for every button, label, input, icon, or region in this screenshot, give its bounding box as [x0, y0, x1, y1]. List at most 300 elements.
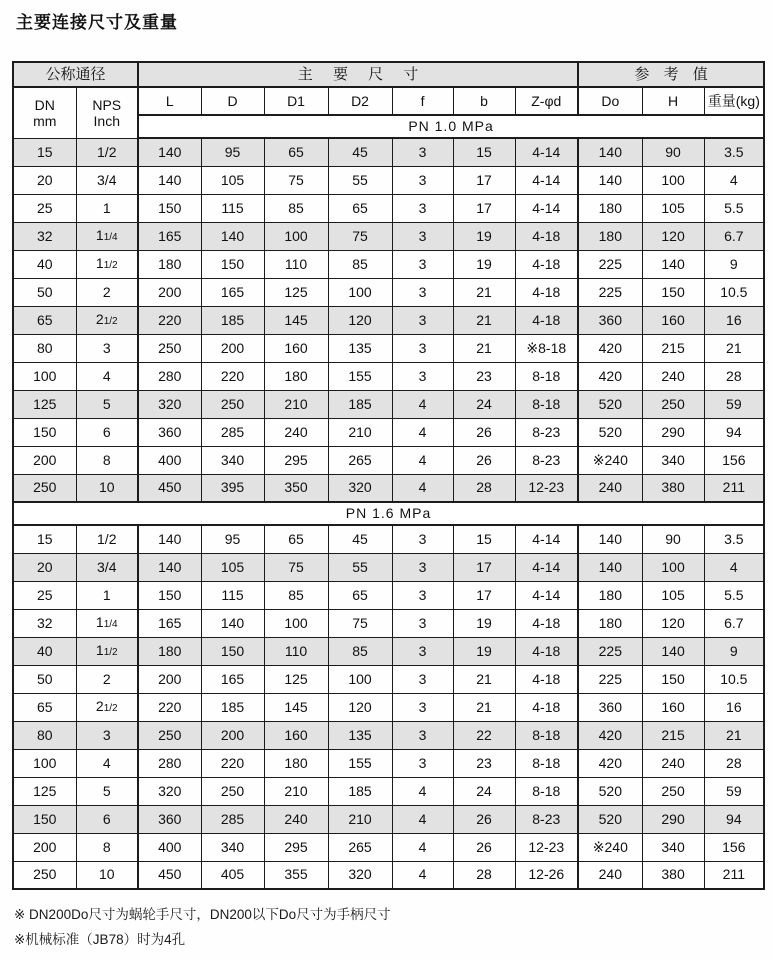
- cell-value: 23: [453, 749, 515, 777]
- nps-whole: 5: [102, 782, 111, 799]
- cell-nps: [76, 525, 138, 553]
- cell-dn: 25: [13, 194, 76, 222]
- cell-value: 4-18: [515, 609, 578, 637]
- cell-value: 28: [704, 749, 764, 777]
- cell-value: 120: [642, 222, 704, 250]
- cell-dn: 32: [13, 609, 76, 637]
- cell-value: 295: [264, 446, 328, 474]
- cell-value: 340: [642, 833, 704, 861]
- cell-value: 185: [201, 693, 264, 721]
- cell-value: 150: [642, 665, 704, 693]
- cell-value: 3.5: [704, 138, 764, 166]
- header-nominal-diameter: 公称通径: [13, 62, 138, 87]
- cell-value: 100: [642, 166, 704, 194]
- cell-value: 100: [264, 609, 328, 637]
- cell-value: 100: [328, 665, 392, 693]
- cell-dn: 32: [13, 222, 76, 250]
- cell-value: 220: [138, 306, 201, 334]
- header-reference-values: 参 考 值: [578, 62, 764, 87]
- nps-fraction: 1/2: [103, 260, 118, 272]
- cell-value: 215: [642, 334, 704, 362]
- cell-nps: [76, 250, 138, 278]
- footnote-jb78-holes: ※机械标准（JB78）时为4孔: [14, 932, 186, 947]
- cell-nps: [76, 278, 138, 306]
- cell-value: 180: [264, 749, 328, 777]
- cell-value: 17: [453, 166, 515, 194]
- nps-fraction: 1/2: [103, 703, 118, 715]
- cell-value: 150: [138, 194, 201, 222]
- cell-nps: [76, 166, 138, 194]
- nps-whole: 1: [95, 227, 104, 244]
- table-row: [13, 306, 764, 334]
- cell-value: 3: [392, 222, 453, 250]
- cell-value: 250: [138, 721, 201, 749]
- cell-value: 280: [138, 362, 201, 390]
- cell-value: 145: [264, 693, 328, 721]
- header-dn: [13, 87, 76, 138]
- cell-nps: [76, 390, 138, 418]
- table-row: [13, 777, 764, 805]
- cell-value: 9: [704, 637, 764, 665]
- header-col-b: b: [453, 87, 515, 115]
- table-row: [13, 390, 764, 418]
- cell-value: 59: [704, 777, 764, 805]
- cell-value: 3: [392, 166, 453, 194]
- cell-value: 420: [578, 334, 642, 362]
- cell-value: 10.5: [704, 278, 764, 306]
- cell-value: 360: [138, 418, 201, 446]
- cell-value: 65: [264, 525, 328, 553]
- cell-nps: [76, 833, 138, 861]
- nps-whole: 1: [95, 614, 104, 631]
- cell-value: 290: [642, 418, 704, 446]
- cell-value: 21: [453, 693, 515, 721]
- cell-value: 320: [328, 474, 392, 502]
- page-title: 主要连接尺寸及重量: [16, 13, 178, 32]
- cell-value: 8-23: [515, 805, 578, 833]
- cell-nps: [76, 581, 138, 609]
- cell-value: 6.7: [704, 222, 764, 250]
- table-row: [13, 222, 764, 250]
- table-row: [13, 553, 764, 581]
- cell-value: 75: [264, 553, 328, 581]
- cell-nps: [76, 749, 138, 777]
- cell-dn: 25: [13, 581, 76, 609]
- cell-value: 380: [642, 861, 704, 889]
- cell-value: 200: [138, 665, 201, 693]
- nps-whole: 4: [102, 754, 111, 771]
- cell-value: 180: [578, 222, 642, 250]
- cell-value: 85: [328, 637, 392, 665]
- cell-value: 45: [328, 525, 392, 553]
- cell-value: 3: [392, 334, 453, 362]
- cell-value: 120: [328, 306, 392, 334]
- cell-value: 90: [642, 138, 704, 166]
- cell-dn: 15: [13, 138, 76, 166]
- cell-value: 155: [328, 362, 392, 390]
- cell-value: 135: [328, 721, 392, 749]
- footnotes: [14, 902, 773, 952]
- cell-value: 150: [201, 637, 264, 665]
- cell-value: 210: [264, 390, 328, 418]
- cell-value: 28: [453, 474, 515, 502]
- cell-value: 520: [578, 805, 642, 833]
- cell-value: 295: [264, 833, 328, 861]
- cell-value: 3: [392, 665, 453, 693]
- cell-dn: 50: [13, 665, 76, 693]
- cell-value: 140: [201, 222, 264, 250]
- cell-value: 22: [453, 721, 515, 749]
- cell-nps: [76, 446, 138, 474]
- nps-whole: 1: [102, 586, 111, 603]
- cell-value: 290: [642, 805, 704, 833]
- cell-nps: [76, 777, 138, 805]
- cell-value: 165: [138, 609, 201, 637]
- header-col-f: f: [392, 87, 453, 115]
- cell-value: 200: [138, 278, 201, 306]
- cell-value: 180: [578, 194, 642, 222]
- nps-fraction: 1/4: [103, 232, 118, 244]
- cell-value: 10.5: [704, 665, 764, 693]
- cell-value: 105: [642, 581, 704, 609]
- cell-value: 320: [328, 861, 392, 889]
- cell-nps: [76, 362, 138, 390]
- cell-nps: [76, 609, 138, 637]
- cell-value: 220: [201, 362, 264, 390]
- cell-value: 156: [704, 446, 764, 474]
- cell-value: 185: [201, 306, 264, 334]
- cell-dn: 15: [13, 525, 76, 553]
- cell-value: 26: [453, 446, 515, 474]
- cell-nps: [76, 306, 138, 334]
- cell-value: 450: [138, 861, 201, 889]
- cell-nps: [76, 693, 138, 721]
- nps-whole: 2: [95, 698, 104, 715]
- cell-value: 3: [392, 194, 453, 222]
- cell-dn: 80: [13, 334, 76, 362]
- cell-value: 4-18: [515, 637, 578, 665]
- cell-value: 160: [264, 721, 328, 749]
- header-nps-line1: NPS: [92, 96, 122, 113]
- cell-value: 450: [138, 474, 201, 502]
- cell-value: 140: [578, 553, 642, 581]
- cell-value: 165: [201, 278, 264, 306]
- cell-dn: 40: [13, 637, 76, 665]
- cell-value: 95: [201, 138, 264, 166]
- cell-value: 320: [138, 390, 201, 418]
- cell-value: 250: [138, 334, 201, 362]
- nps-fraction: 1/2: [103, 647, 118, 659]
- cell-value: 3: [392, 553, 453, 581]
- cell-value: 3: [392, 581, 453, 609]
- nps-whole: 8: [102, 451, 111, 468]
- cell-nps: [76, 721, 138, 749]
- header-nps: [76, 87, 138, 138]
- cell-dn: 20: [13, 166, 76, 194]
- nps-whole: 10: [98, 479, 115, 496]
- cell-value: 3: [392, 749, 453, 777]
- table-row: [13, 693, 764, 721]
- cell-value: 26: [453, 418, 515, 446]
- header-col-d: D: [201, 87, 264, 115]
- table-row: [13, 446, 764, 474]
- header-col-d1: D1: [264, 87, 328, 115]
- cell-value: 65: [264, 138, 328, 166]
- cell-value: 4-14: [515, 581, 578, 609]
- cell-value: 8-23: [515, 418, 578, 446]
- nps-whole: 2: [95, 311, 104, 328]
- cell-value: 94: [704, 805, 764, 833]
- cell-value: 240: [642, 362, 704, 390]
- cell-value: 85: [264, 581, 328, 609]
- cell-value: 12-23: [515, 833, 578, 861]
- cell-value: 225: [578, 278, 642, 306]
- cell-value: 94: [704, 418, 764, 446]
- cell-value: 85: [264, 194, 328, 222]
- cell-value: 65: [328, 581, 392, 609]
- cell-value: 21: [704, 721, 764, 749]
- header-dn-line2: mm: [33, 112, 57, 129]
- cell-dn: 200: [13, 833, 76, 861]
- cell-value: 75: [328, 222, 392, 250]
- cell-value: 4-14: [515, 138, 578, 166]
- cell-value: 250: [642, 390, 704, 418]
- cell-value: 19: [453, 637, 515, 665]
- cell-value: 360: [578, 306, 642, 334]
- cell-value: 110: [264, 250, 328, 278]
- cell-value: 23: [453, 362, 515, 390]
- cell-value: 150: [201, 250, 264, 278]
- cell-value: 8-18: [515, 362, 578, 390]
- cell-value: 100: [264, 222, 328, 250]
- cell-value: 110: [264, 637, 328, 665]
- cell-value: 4-14: [515, 166, 578, 194]
- cell-dn: 150: [13, 805, 76, 833]
- cell-value: 285: [201, 805, 264, 833]
- cell-value: 3: [392, 609, 453, 637]
- cell-value: 180: [138, 637, 201, 665]
- cell-value: 220: [201, 749, 264, 777]
- column-header-row: [13, 87, 764, 115]
- table-row: [13, 418, 764, 446]
- table-row: [13, 609, 764, 637]
- table-row: [13, 749, 764, 777]
- nps-whole: 6: [102, 810, 111, 827]
- nps-whole: 10: [98, 866, 115, 883]
- dimensions-table: [12, 61, 765, 890]
- cell-value: 225: [578, 250, 642, 278]
- cell-value: 160: [642, 306, 704, 334]
- cell-value: 8-18: [515, 721, 578, 749]
- cell-nps: [76, 805, 138, 833]
- cell-value: 140: [578, 525, 642, 553]
- cell-value: 16: [704, 693, 764, 721]
- cell-nps: [76, 138, 138, 166]
- table-row: [13, 250, 764, 278]
- cell-value: 156: [704, 833, 764, 861]
- cell-value: 3: [392, 637, 453, 665]
- section-label-pn16: PN 1.6 MPa: [13, 502, 764, 525]
- cell-value: 180: [138, 250, 201, 278]
- cell-value: 19: [453, 250, 515, 278]
- cell-dn: 20: [13, 553, 76, 581]
- cell-value: 9: [704, 250, 764, 278]
- cell-value: 140: [578, 166, 642, 194]
- section-label-pn10: PN 1.0 MPa: [138, 115, 764, 138]
- nps-whole: 1/2: [97, 530, 117, 547]
- cell-value: 3.5: [704, 525, 764, 553]
- cell-value: 4: [392, 805, 453, 833]
- header-col-d2: D2: [328, 87, 392, 115]
- cell-value: 220: [138, 693, 201, 721]
- cell-value: 140: [138, 166, 201, 194]
- cell-value: 21: [453, 665, 515, 693]
- footnote-do-dimension: ※ DN200Do尺寸为蜗轮手尺寸，DN200以下Do尺寸为手柄尺寸: [14, 907, 391, 922]
- cell-value: 85: [328, 250, 392, 278]
- cell-value: 420: [578, 362, 642, 390]
- table-row: [13, 166, 764, 194]
- cell-value: 3: [392, 362, 453, 390]
- cell-value: 340: [201, 446, 264, 474]
- cell-value: 5.5: [704, 194, 764, 222]
- cell-dn: 65: [13, 306, 76, 334]
- cell-value: 125: [264, 278, 328, 306]
- cell-value: 3: [392, 278, 453, 306]
- cell-value: 3: [392, 250, 453, 278]
- cell-value: 145: [264, 306, 328, 334]
- cell-value: 21: [453, 306, 515, 334]
- cell-value: 59: [704, 390, 764, 418]
- table-body-pn16: [13, 525, 764, 889]
- cell-value: 4-18: [515, 306, 578, 334]
- cell-value: 250: [201, 777, 264, 805]
- cell-value: 4: [704, 166, 764, 194]
- cell-value: 265: [328, 833, 392, 861]
- cell-value: 210: [264, 777, 328, 805]
- cell-value: 140: [578, 138, 642, 166]
- cell-value: 5.5: [704, 581, 764, 609]
- cell-dn: 250: [13, 474, 76, 502]
- cell-value: 340: [201, 833, 264, 861]
- table-body-pn10: [13, 138, 764, 502]
- cell-value: 4-14: [515, 553, 578, 581]
- cell-value: 75: [264, 166, 328, 194]
- table-row: [13, 581, 764, 609]
- cell-value: 211: [704, 861, 764, 889]
- table-row: [13, 525, 764, 553]
- cell-nps: [76, 665, 138, 693]
- cell-value: 19: [453, 609, 515, 637]
- cell-value: 105: [642, 194, 704, 222]
- cell-value: 125: [264, 665, 328, 693]
- cell-value: 15: [453, 138, 515, 166]
- cell-value: 24: [453, 777, 515, 805]
- cell-value: 115: [201, 581, 264, 609]
- table-row: [13, 861, 764, 889]
- section-label-row-pn16: [13, 502, 764, 525]
- cell-value: 3: [392, 693, 453, 721]
- cell-value: 3: [392, 721, 453, 749]
- cell-nps: [76, 553, 138, 581]
- nps-whole: 1/2: [97, 143, 117, 160]
- cell-value: 180: [578, 581, 642, 609]
- nps-whole: 3/4: [97, 558, 117, 575]
- table-row: [13, 474, 764, 502]
- cell-value: 55: [328, 553, 392, 581]
- header-dn-line1: DN: [34, 96, 55, 113]
- header-col-l: L: [138, 87, 201, 115]
- cell-value: 350: [264, 474, 328, 502]
- cell-value: 520: [578, 418, 642, 446]
- cell-value: 140: [138, 553, 201, 581]
- cell-value: 12-23: [515, 474, 578, 502]
- cell-value: 340: [642, 446, 704, 474]
- header-nps-line2: Inch: [93, 112, 120, 129]
- cell-value: 400: [138, 446, 201, 474]
- cell-value: 28: [453, 861, 515, 889]
- nps-whole: 8: [102, 838, 111, 855]
- cell-value: 160: [642, 693, 704, 721]
- cell-value: 215: [642, 721, 704, 749]
- cell-value: 520: [578, 777, 642, 805]
- cell-value: 4: [392, 474, 453, 502]
- cell-value: 120: [328, 693, 392, 721]
- cell-value: 100: [328, 278, 392, 306]
- cell-value: 4-14: [515, 194, 578, 222]
- cell-value: 15: [453, 525, 515, 553]
- cell-value: 16: [704, 306, 764, 334]
- cell-value: 95: [201, 525, 264, 553]
- header-col-do: Do: [578, 87, 642, 115]
- cell-value: 185: [328, 390, 392, 418]
- cell-value: 240: [264, 418, 328, 446]
- nps-whole: 1: [102, 199, 111, 216]
- cell-value: 140: [642, 637, 704, 665]
- cell-value: 26: [453, 805, 515, 833]
- cell-dn: 80: [13, 721, 76, 749]
- cell-value: 165: [138, 222, 201, 250]
- table-row: [13, 194, 764, 222]
- cell-value: 280: [138, 749, 201, 777]
- table-row: [13, 334, 764, 362]
- cell-value: 65: [328, 194, 392, 222]
- cell-value: 17: [453, 581, 515, 609]
- cell-value: 395: [201, 474, 264, 502]
- cell-value: 4-14: [515, 525, 578, 553]
- header-col-h: H: [642, 87, 704, 115]
- cell-value: 4: [392, 861, 453, 889]
- nps-whole: 5: [102, 395, 111, 412]
- cell-value: 185: [328, 777, 392, 805]
- cell-value: 105: [201, 166, 264, 194]
- cell-value: 4: [392, 777, 453, 805]
- cell-value: 210: [328, 418, 392, 446]
- cell-value: 21: [453, 334, 515, 362]
- cell-value: 150: [642, 278, 704, 306]
- cell-nps: [76, 194, 138, 222]
- nps-whole: 1: [95, 255, 104, 272]
- cell-value: 28: [704, 362, 764, 390]
- cell-value: 405: [201, 861, 264, 889]
- group-header-row: [13, 62, 764, 87]
- table-row: [13, 721, 764, 749]
- nps-whole: 6: [102, 423, 111, 440]
- cell-value: 3: [392, 306, 453, 334]
- cell-value: 285: [201, 418, 264, 446]
- cell-dn: 40: [13, 250, 76, 278]
- cell-nps: [76, 861, 138, 889]
- cell-value: 4-18: [515, 250, 578, 278]
